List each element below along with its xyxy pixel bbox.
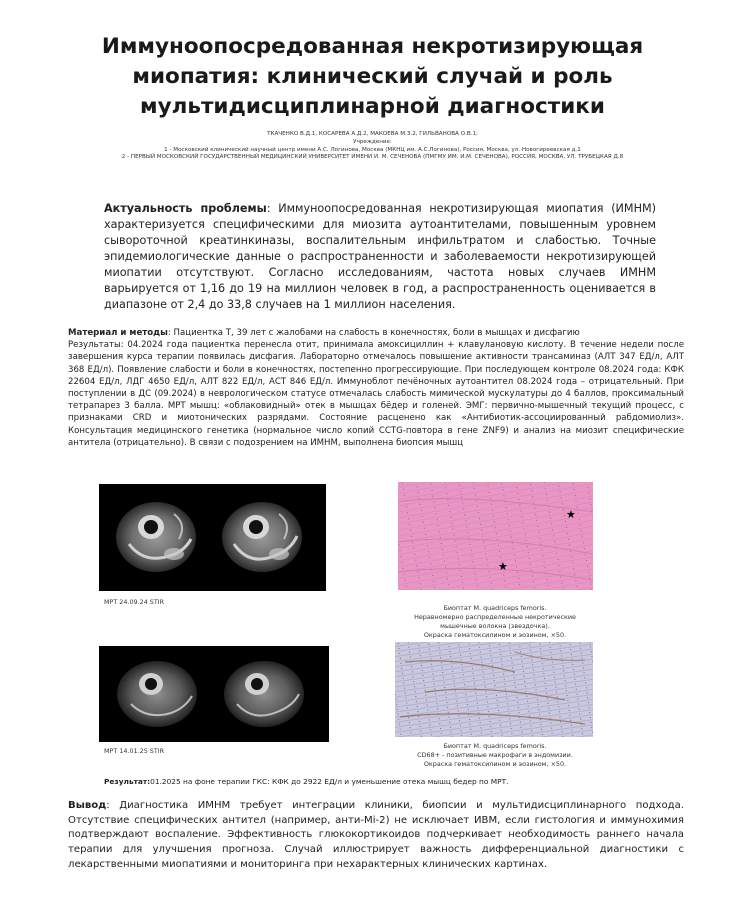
biopsy-2-caption-line-2: CD68+ - позитивные макрофаги в эндомизии.	[417, 751, 573, 759]
relevance-section	[104, 201, 656, 313]
biopsy-1-caption-line-4: Окраска гематоксилином и эозином, ×50.	[423, 631, 567, 639]
conclusion-section	[68, 799, 684, 873]
mri-2-caption: МРТ 14.01.25 STIR	[104, 747, 165, 755]
result-text: 01.2025 на фоне терапии ГКС: КФК до 2922 ЕД/л и уменьшение отека мышц бедер по МРТ.	[150, 777, 509, 786]
affiliations-label: Учреждение:	[353, 138, 392, 145]
mri-1-caption: МРТ 24.09.24 STIR	[104, 598, 165, 606]
methods-section	[68, 327, 684, 449]
relevance-label: Актуальность проблемы	[104, 202, 267, 215]
conclusion-label: Вывод	[68, 800, 107, 811]
necrosis-star-1: ★	[566, 508, 576, 521]
necrosis-star-2: ★	[498, 560, 508, 573]
methods-label: Материал и методы	[68, 328, 168, 338]
mri-image-1	[99, 484, 326, 591]
biopsy-1-caption-line-2: Неравномерно распределенные некротические	[414, 613, 576, 621]
relevance-text: : Иммуноопосредованная некротизирующая миопатия (ИМНМ) характеризуется специфическими для миозита аутоантителами, повышенным уровнем сывороточной креатинкиназы, воспалительным инфильтратом и слабостью. Точные эпидемиологические данные о распространенности и заболеваемости некротизирующей миопатии отсутствуют. Согласно исследованиям, частота новых случаев ИМНМ варьируется от 1,16 до 19 на миллион человек в год, а распространенность оценивается в диапазоне от 2,4 до 33,8 случаев на 1 миллион населения.	[104, 202, 657, 311]
biopsy-cd68-image	[395, 642, 593, 737]
methods-results: Результаты: 04.2024 года пациентка перенесла отит, принимала амоксициллин + клавулановую кислоту. В течение недели после завершения курса терапии появилась дисфагия. Лабораторно отмечалось повышение активности трансаминаз (АЛТ 347 ЕД/л, АЛТ 368 ЕД/л). Появление слабости и боли в конечностях, постепенно прогрессирующие. При последующем контроле 08.2024 года: КФК 22604 ЕД/л, ЛДГ 4650 ЕД/л, АЛТ 822 ЕД/л, АСТ 846 ЕД/л. Иммуноблот печёночных аутоантител 08.2024 года – отрицательный. При поступлении в ДС (09.2024) в неврологическом статусе отмечалась слабость мимической мускулатуры до 4 баллов, проксимальный тетрапарез 3 балла. МРТ мышц: «облаковидный» отек в мышцах бёдер и голеней. ЭМГ: первично-мышечный текущий процесс, с признаками CRD и миотонических разрядами. Состояние расценено как «Антибиотик-ассоциированный рабдомиолиз». Консультация медицинского генетика (нормальное число копий CCTG-повтора в гене ZNF9) и анализ на миозит специфические антитела (отрицательно). В связи с подозрением на ИМНМ, выполнена биопсия мышц	[68, 340, 684, 448]
poster-title: Иммуноопосредованная некротизирующая миопатия: клинический случай и роль мультидисциплинарной диагностики	[101, 34, 644, 119]
biopsy-2-caption-line-3: Окраска гематоксилином и эозином, ×50.	[423, 760, 567, 768]
cd68-histology-slide	[395, 642, 593, 737]
biopsy-2-caption	[384, 742, 606, 769]
mri-thighs-scan	[99, 484, 326, 591]
affiliation-1: 1 - Московский клинический научный центр имени А.С. Логинова, Москва (МКНЦ им. А.С.Логинова), Россия, Москва, ул. Новогиреевская д.1	[164, 146, 581, 153]
affiliation-2: 2 - ПЕРВЫЙ МОСКОВСКИЙ ГОСУДАРСТВЕННЫЙ МЕДИЦИНСКИЙ УНИВЕРСИТЕТ ИМЕНИ И. М. СЕЧЕНОВА (ПМГМУ ИМ. И.М. СЕЧЕНОВА), РОССИЯ, МОСКВА, УЛ. ТРУБЕЦКАЯ Д.8	[121, 154, 624, 161]
biopsy-2-caption-line-1: Биоптат M. quadriceps femoris.	[443, 742, 547, 750]
mri-thighs-scan-followup	[99, 646, 329, 742]
author-names: ТКАЧЕНКО В.Д.1, КОСАРЕВА А.Д.2, МАКОЕВА М.З.2, ГИЛЬВАНОВА О.В.1;	[267, 131, 478, 137]
biopsy-1-caption-line-1: Биоптат M. quadriceps femoris.	[443, 604, 547, 612]
biopsy-1-caption-line-3: мышечные волокна (звездочка).	[440, 622, 550, 630]
he-histology-slide	[398, 482, 593, 590]
biopsy-1-caption	[384, 604, 606, 640]
result-line	[104, 777, 664, 787]
biopsy-he-image	[398, 482, 593, 590]
result-label: Результат:	[104, 777, 151, 786]
methods-intro: : Пациентка Т, 39 лет с жалобами на слабость в конечностях, боли в мышцах и дисфагию	[167, 328, 580, 338]
authors-block	[20, 131, 725, 162]
conclusion-text: : Диагностика ИМНМ требует интеграции клиники, биопсии и мультидисциплинарного подхода. Отсутствие специфических антител (например, анти-Mi-2) не исключает ИВМ, если гистология и иммунохимия подтверждают воспаление. Эффективность глюкокортикоидов подчеркивает необходимость раннего начала терапии для улучшения прогноза. Случай иллюстрирует важность дифференциальной диагностики с лекарственными миопатиями и мониторинга при нехарактерных клинических картинах.	[68, 800, 684, 870]
mri-image-2	[99, 646, 329, 742]
